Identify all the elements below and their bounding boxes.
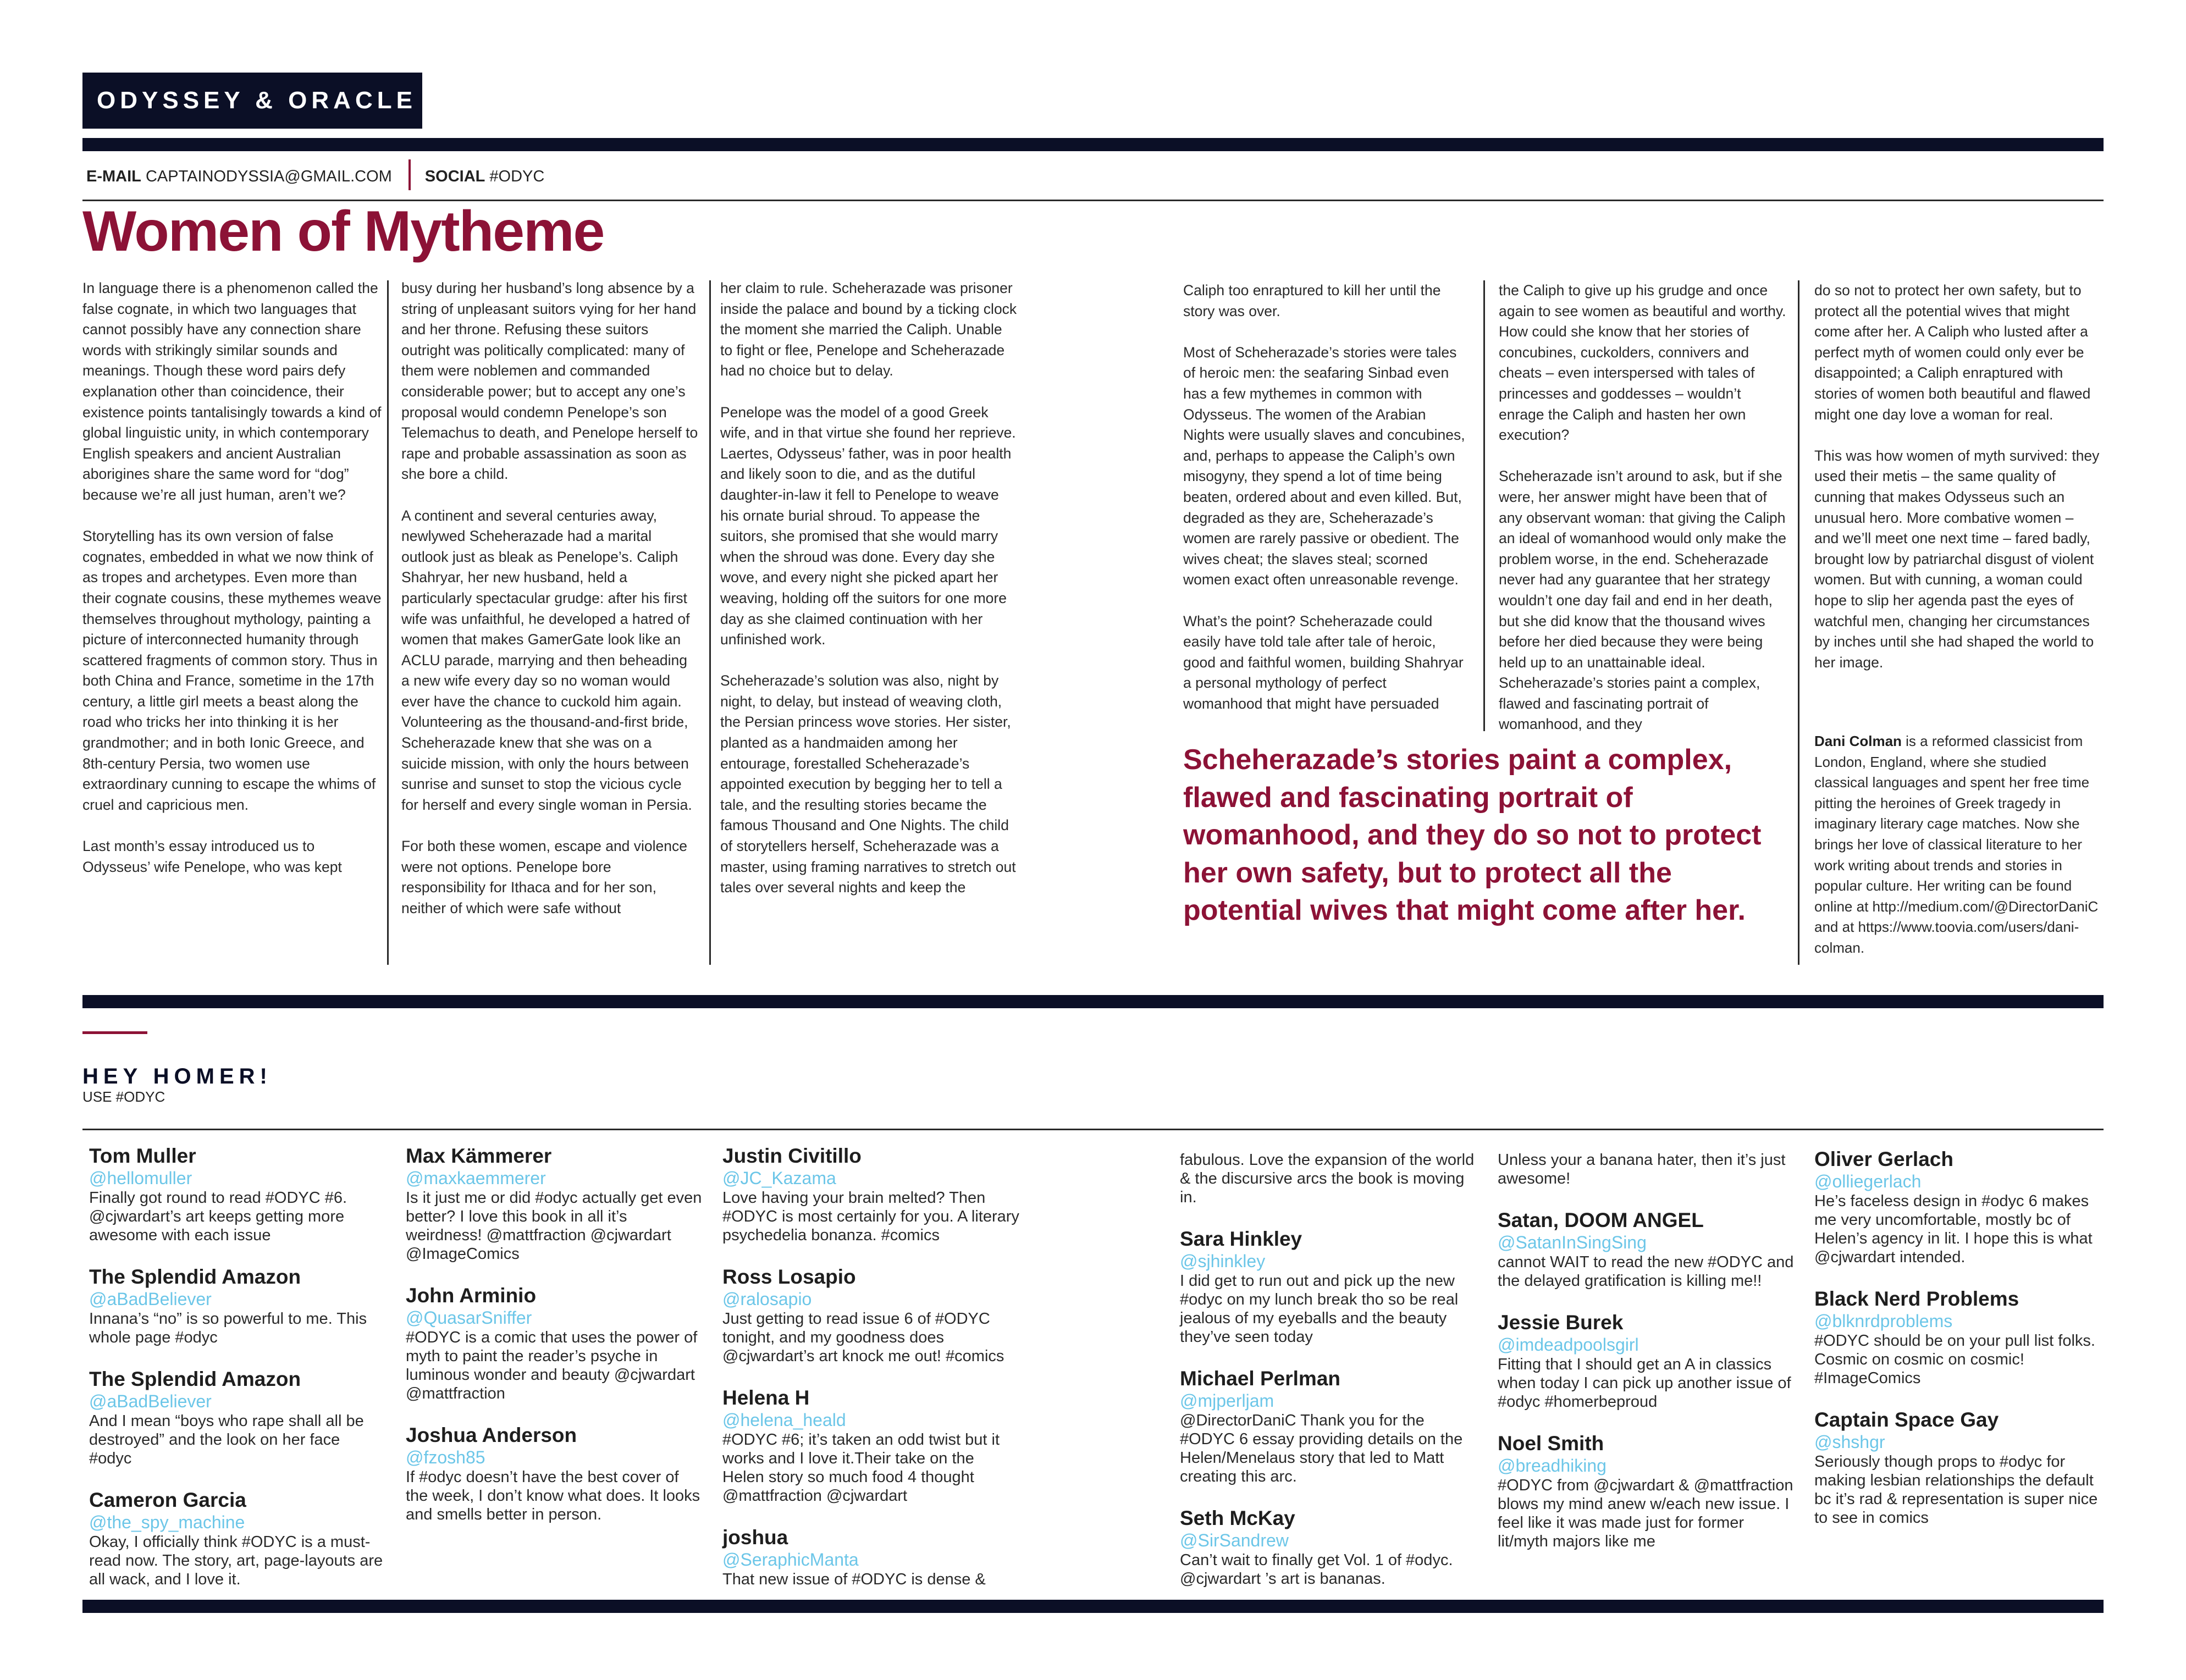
hey-homer-subtitle: USE #ODYC xyxy=(82,1088,165,1105)
tweet-column-3 xyxy=(722,1145,1019,1610)
paragraph: Penelope was the model of a good Greek wife, and in that virtue she found her reprieve. Laertes, Odysseus’ father, was in poor health and likely soon to die, and as the dutiful daughter-in-law it fell to Penelope to weave his ornate burial shroud. To appease the suitors, she promised that she would marry when the shroud was done. Every day she wove, and every night she picked apart her weaving, holding off the suitors for one more day as she claimed continuation with her unfinished work. xyxy=(720,404,1016,648)
tweet-handle[interactable]: @SatanInSingSing xyxy=(1498,1233,1647,1252)
header-rule xyxy=(82,138,2104,151)
tweet-text: Can’t wait to finally get Vol. 1 of #odyc. @cjwardart ’s art is bananas. xyxy=(1180,1551,1453,1588)
tweet xyxy=(89,1145,386,1245)
tweet-text: #ODYC is a comic that uses the power of myth to paint the reader’s psyche in luminous wonder and beauty @cjwardart @mattfraction xyxy=(406,1329,698,1402)
article-column-2 xyxy=(401,278,698,919)
tweet xyxy=(1180,1367,1477,1486)
tweet xyxy=(1498,1311,1795,1411)
tweet-handle[interactable]: @breadhiking xyxy=(1498,1456,1607,1475)
hey-homer-rule xyxy=(82,1129,2104,1130)
tweet xyxy=(722,1145,1019,1245)
column-divider xyxy=(387,280,389,965)
tweet xyxy=(89,1265,386,1347)
tweet-handle[interactable]: @aBadBeliever xyxy=(89,1289,212,1309)
tweet-author: Black Nerd Problems xyxy=(1814,1287,2019,1310)
tweet-author: Satan, DOOM ANGEL xyxy=(1498,1209,1704,1231)
tweet-text: #ODYC from @cjwardart & @mattfraction blows my mind anew w/each new issue. I feel like it was made just for former lit/myth majors like me xyxy=(1498,1477,1793,1550)
paragraph: busy during her husband’s long absence by a string of unpleasant suitors vying for her hand and her throne. Refusing these suitors outright was politically complicated: many of them were noblemen and commanded considerable power; but to accept any one’s proposal would condemn Penelope’s son Telemachus to death, and Penelope herself to rape and probable assassination as soon as she bore a child. xyxy=(401,280,698,483)
tweet-author: joshua xyxy=(722,1526,788,1549)
email-label: E-MAIL xyxy=(86,168,141,185)
paragraph: Last month’s essay introduced us to Odysseus’ wife Penelope, who was kept xyxy=(82,838,342,875)
tweet-text: That new issue of #ODYC is dense & xyxy=(722,1571,986,1588)
tweet xyxy=(406,1424,703,1524)
tweet-text: #ODYC #6; it’s taken an odd twist but it works and I love it.Their take on the Helen story so much food 4 thought @mattfraction @cjwardart xyxy=(722,1431,1000,1505)
section-accent xyxy=(82,1031,147,1034)
tweet-author: The Splendid Amazon xyxy=(89,1368,301,1390)
tweet-handle[interactable]: @JC_Kazama xyxy=(722,1168,836,1188)
tweet-author: Joshua Anderson xyxy=(406,1424,577,1446)
hey-homer-title: HEY HOMER! xyxy=(82,1064,272,1088)
paragraph: Caliph too enraptured to kill her until the story was over. xyxy=(1183,282,1441,319)
tweet-handle[interactable]: @helena_heald xyxy=(722,1410,846,1430)
tweet-author: Noel Smith xyxy=(1498,1432,1604,1455)
tweet-handle[interactable]: @QuasarSniffer xyxy=(406,1308,532,1328)
tweet-handle[interactable]: @hellomuller xyxy=(89,1168,192,1188)
tweet-column-2 xyxy=(406,1145,703,1545)
author-bio-text: is a reformed classicist from London, England, where she studied classical languages and spent her free time pitting the heroines of Greek tragedy in imaginary literary cage matches. Now she brings her love of classical literature to her work writing about trends and stories in popular culture. Her writing can be found online at http://medium.com/@DirectorDaniC and at https://www.toovia.com/users/dani-colman. xyxy=(1814,733,2099,956)
tweet-author: Oliver Gerlach xyxy=(1814,1148,1953,1170)
tweet-text: And I mean “boys who rape shall all be destroyed” and the look on her face #odyc xyxy=(89,1412,364,1467)
tweet-text: I did get to run out and pick up the new #odyc on my lunch break tho so be real jealous of my eyeballs and the beauty they’ve seen today xyxy=(1180,1272,1459,1346)
tweet-text: Unless your a banana hater, then it’s just awesome! xyxy=(1498,1151,1786,1187)
tweet xyxy=(406,1145,703,1263)
contact-divider xyxy=(409,159,411,190)
tweet-author: Captain Space Gay xyxy=(1814,1408,1999,1431)
tweet-column-1 xyxy=(89,1145,386,1610)
paragraph: do so not to protect her own safety, but to protect all the potential wives that might come after her. A Caliph who lusted after a perfect myth of women could only ever be disappointed; a Caliph enraptured with stories of women both beautiful and flawed might one day love a woman for real. xyxy=(1814,282,2091,423)
paragraph: What’s the point? Scheherazade could easily have told tale after tale of heroic, good and faithful women, building Shahryar a personal mythology of perfect womanhood that might have persuaded xyxy=(1183,612,1464,712)
social-label: SOCIAL xyxy=(424,168,485,185)
tweet xyxy=(1498,1432,1795,1551)
tweet xyxy=(406,1284,703,1403)
masthead-logo: ODYSSEY & ORACLE xyxy=(82,73,422,129)
social-hashtag: #ODYC xyxy=(489,168,545,185)
author-name: Dani Colman xyxy=(1814,733,1902,749)
section-rule xyxy=(82,995,2104,1008)
tweet xyxy=(722,1386,1019,1505)
tweet-text: If #odyc doesn’t have the best cover of the week, I don’t know what does. It looks and smells better in person. xyxy=(406,1468,700,1523)
tweet-handle[interactable]: @shshgr xyxy=(1814,1432,1885,1452)
paragraph: In language there is a phenomenon called the false cognate, in which two languages that cannot possibly have any connection share words with strikingly similar sounds and meanings. Though these word pairs defy explanation other than coincidence, their existence points tantalisingly towards a kind of global linguistic unity, in which contemporary English speakers and ancient Australian aborigines share the same word for “dog” because we’re all just human, aren’t we? xyxy=(82,280,382,503)
tweet-text: #ODYC should be on your pull list folks. Cosmic on cosmic on cosmic! #ImageComics xyxy=(1814,1332,2095,1387)
tweet-handle[interactable]: @olliegerlach xyxy=(1814,1171,1922,1191)
tweet-handle[interactable]: @blknrdproblems xyxy=(1814,1311,1953,1331)
article-column-5 xyxy=(1499,280,1790,735)
tweet-text: Finally got round to read #ODYC #6. @cjwardart’s art keeps getting more awesome with each issue xyxy=(89,1189,347,1244)
tweet-handle[interactable]: @ralosapio xyxy=(722,1289,812,1309)
paragraph: A continent and several centuries away, newlywed Scheherazade had a marital outlook just as bleak as Penelope’s. Caliph Shahryar, her new husband, held a particularly spectacular grudge: after his first wife was unfaithful, he developed a hatred of women that makes GamerGate look like an ACLU parade, marrying and then beheading a new wife every day so no woman would ever have the chance to cuckold him again. Volunteering as the thousand-and-first bride, Scheherazade knew that she was on a suicide mission, with only the hours between sunrise and sunset to stop the vicious cycle for herself and every single woman in Persia. xyxy=(401,507,692,813)
tweet-handle[interactable]: @SeraphicManta xyxy=(722,1550,859,1570)
tweet-text: He’s faceless design in #odyc 6 makes me very uncomfortable, mostly bc of Helen’s agency in lit. I hope this is what @cjwardart intended. xyxy=(1814,1192,2093,1266)
tweet-author: John Arminio xyxy=(406,1284,537,1307)
email-address: CAPTAINODYSSIA@GMAIL.COM xyxy=(145,168,392,185)
paragraph: Scheherazade’s solution was also, night by night, to delay, but instead of weaving cloth, the Persian princess wove stories. Her sister, planted as a handmaiden among her entourage, forestalled Scheherazade’s appointed execution by begging her to tell a tale, and the resulting stories became the famous Thousand and One Nights. The child of storytellers herself, Scheherazade was a master, using framing narratives to stretch out tales over several nights and keep the xyxy=(720,672,1016,896)
tweet xyxy=(89,1489,386,1589)
article-column-1 xyxy=(82,278,384,877)
footer-rule xyxy=(82,1600,2104,1613)
column-divider xyxy=(1483,280,1485,731)
tweet-author: Seth McKay xyxy=(1180,1507,1295,1529)
paragraph: For both these women, escape and violence were not options. Penelope bore responsibility for Ithaca and for her son, neither of which were safe without xyxy=(401,838,688,916)
tweet-column-6 xyxy=(1814,1148,2111,1548)
tweet xyxy=(1814,1408,2111,1527)
tweet-text: Okay, I officially think #ODYC is a must-read now. The story, art, page-layouts are all wack, and I love it. xyxy=(89,1533,383,1588)
tweet-author: The Splendid Amazon xyxy=(89,1265,301,1288)
tweet-handle[interactable]: @maxkaemmerer xyxy=(406,1168,546,1188)
tweet-author: Jessie Burek xyxy=(1498,1311,1624,1334)
tweet-text: Just getting to read issue 6 of #ODYC tonight, and my goodness does @cjwardart’s art knock me out! #comics xyxy=(722,1310,1004,1365)
tweet-handle[interactable]: @the_spy_machine xyxy=(89,1512,245,1532)
paragraph: Most of Scheherazade’s stories were tales of heroic men: the seafaring Sinbad even has a few mythemes in common with Odysseus. The women of the Arabian Nights were usually slaves and concubines, and, perhaps to appease the Caliph’s own misogyny, they spend a lot of time being beaten, ordered about and even killed. But, degraded as they are, Scheherazade’s women are rarely passive or obedient. The wives cheat; the slaves steal; scorned women exact often unreasonable revenge. xyxy=(1183,344,1465,588)
tweet-handle[interactable]: @mjperljam xyxy=(1180,1391,1274,1411)
article-column-3 xyxy=(720,278,1017,898)
tweet-text: Is it just me or did #odyc actually get even better? I love this book in all it’s weirdness! @mattfraction @cjwardart @ImageComics xyxy=(406,1189,702,1263)
tweet-text: Fitting that I should get an A in classics when today I can pick up another issue of #odyc #homerbeproud xyxy=(1498,1356,1791,1411)
paragraph: the Caliph to give up his grudge and once again to see women as beautiful and worthy. How could she know that her stories of concubines, cuckolders, connivers and cheats – even interspersed with tales of princesses and goddesses – wouldn’t enrage the Caliph and hasten her own execution? xyxy=(1499,282,1786,444)
tweet-column-4 xyxy=(1180,1151,1477,1609)
contact-line xyxy=(86,159,544,190)
pull-quote: Scheherazade’s stories paint a complex, flawed and fascinating portrait of womanhood, and they do so not to protect her own safety, but to protect all the potential wives that might come after her. xyxy=(1183,744,1762,926)
tweet-author: Justin Civitillo xyxy=(722,1145,862,1167)
tweet-text: @DirectorDaniC Thank you for the #ODYC 6 essay providing details on the Helen/Menelaus story that led to Matt creating this arc. xyxy=(1180,1412,1463,1485)
tweet-handle[interactable]: @aBadBeliever xyxy=(89,1391,212,1411)
article-column-6 xyxy=(1814,280,2100,673)
column-divider xyxy=(709,280,711,965)
tweet-text: fabulous. Love the expansion of the world & the discursive arcs the book is moving in. xyxy=(1180,1151,1475,1206)
paragraph: Storytelling has its own version of false cognates, embedded in what we now think of as tropes and archetypes. Even more than their cognate cousins, these mythemes weave themselves throughout mythology, painting a picture of interconnected humanity through scattered fragments of common story. Thus in both China and France, sometime in the 17th century, a little girl meets a beast along the road who tricks her into thinking it is her grandmother; and in both Ionic Greece, and 8th-century Persia, two women use extraordinary cunning to escape the whims of cruel and capricious men. xyxy=(82,528,382,813)
tweet-handle[interactable]: @SirSandrew xyxy=(1180,1530,1289,1550)
tweet-author: Ross Losapio xyxy=(722,1265,856,1288)
tweet-handle[interactable]: @imdeadpoolsgirl xyxy=(1498,1335,1639,1355)
tweet-text: Seriously though props to #odyc for making lesbian relationships the default bc it’s rad & representation is super nice to see in comics xyxy=(1814,1453,2098,1527)
tweet xyxy=(1498,1151,1795,1188)
tweet xyxy=(89,1368,386,1468)
tweet-author: Helena H xyxy=(722,1386,810,1409)
tweet-author: Michael Perlman xyxy=(1180,1367,1341,1390)
paragraph: This was how women of myth survived: they used their metis – the same quality of cunning that makes Odysseus such an unusual hero. More combative women – and we’ll meet one next time – fared badly, brought low by patriarchal disgust of violent women. But with cunning, a woman could hope to slip her agenda past the eyes of watchful men, changing her circumstances by inches until she had shaped the world to her image. xyxy=(1814,447,2100,671)
tweet xyxy=(1180,1507,1477,1588)
tweet-author: Max Kämmerer xyxy=(406,1145,552,1167)
article-title: Women of Mytheme xyxy=(82,200,604,263)
tweet-author: Sara Hinkley xyxy=(1180,1228,1302,1250)
article-column-4 xyxy=(1183,280,1469,714)
tweet xyxy=(1180,1228,1477,1346)
column-divider xyxy=(1798,280,1799,965)
tweet-handle[interactable]: @fzosh85 xyxy=(406,1447,485,1467)
tweet-handle[interactable]: @sjhinkley xyxy=(1180,1251,1266,1271)
tweet xyxy=(1498,1209,1795,1290)
tweet xyxy=(722,1265,1019,1366)
tweet-author: Tom Muller xyxy=(89,1145,196,1167)
paragraph: her claim to rule. Scheherazade was prisoner inside the palace and bound by a ticking clock the moment she married the Caliph. Unable to fight or flee, Penelope and Scheherazade had no choice but to delay. xyxy=(720,280,1017,379)
tweet xyxy=(1814,1287,2111,1388)
tweet-text: cannot WAIT to read the new #ODYC and the delayed gratification is killing me!! xyxy=(1498,1253,1794,1290)
tweet xyxy=(722,1526,1019,1589)
paragraph: Scheherazade isn’t around to ask, but if she were, her answer might have been that of any observant woman: that giving the Caliph an ideal of womanhood would only make the problem worse, in the end. Scheherazade never had any guarantee that her strategy wouldn’t one day fail and end in her death, but she did know that the thousand wives before her died because they were being held up to an unattainable ideal. Scheherazade’s stories paint a complex, flawed and fascinating portrait of womanhood, and they xyxy=(1499,468,1786,733)
tweet xyxy=(1180,1151,1477,1207)
tweet-text: Innana’s “no” is so powerful to me. This whole page #odyc xyxy=(89,1310,367,1346)
author-bio xyxy=(1814,731,2100,959)
tweet-author: Cameron Garcia xyxy=(89,1489,246,1511)
tweet-column-5 xyxy=(1498,1151,1795,1572)
tweet xyxy=(1814,1148,2111,1267)
tweet-text: Love having your brain melted? Then #ODYC is most certainly for you. A literary psychedelia bonanza. #comics xyxy=(722,1189,1019,1244)
